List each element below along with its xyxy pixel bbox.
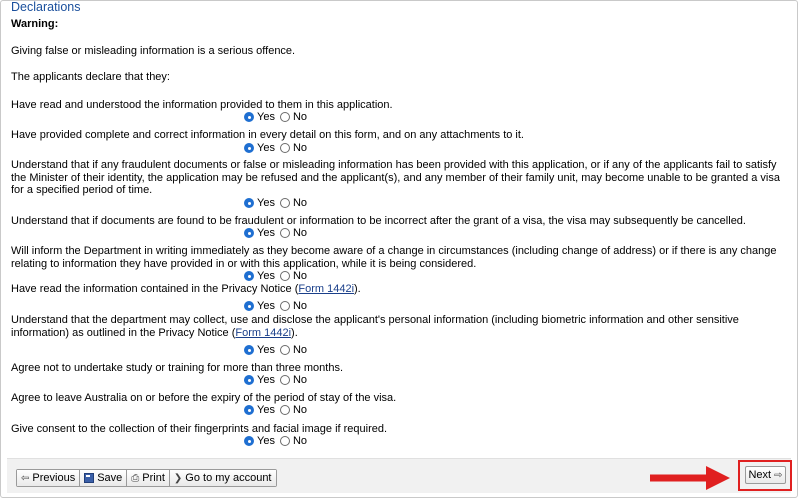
- previous-button[interactable]: ⇦ Previous: [17, 470, 80, 486]
- save-icon: [84, 473, 94, 483]
- radio-yes-6[interactable]: Yes: [244, 300, 275, 312]
- print-icon: ⎙: [131, 472, 140, 484]
- declaration-text-8: Agree not to undertake study or training for more than three months.: [11, 362, 344, 374]
- go-to-account-button[interactable]: ❯ Go to my account: [170, 470, 276, 486]
- radio-yes-1[interactable]: Yes: [244, 111, 275, 123]
- declaration-radios-7: [244, 344, 307, 356]
- radio-checked-icon[interactable]: [244, 228, 254, 238]
- declaration-text-2: Have provided complete and correct information in every detail on this form, and on any attachments to it.: [11, 129, 524, 141]
- declaration-radios-6: [244, 300, 307, 312]
- radio-unchecked-icon[interactable]: [280, 143, 290, 153]
- radio-yes-9[interactable]: Yes: [244, 404, 275, 416]
- declaration-text-10: Give consent to the collection of their fingerprints and facial image if required.: [11, 423, 388, 435]
- radio-no-8[interactable]: No: [280, 374, 307, 386]
- declaration-radios-5: [244, 270, 307, 282]
- save-button[interactable]: Save: [80, 470, 127, 486]
- declaration-radios-3: [244, 197, 307, 209]
- radio-yes-7[interactable]: Yes: [244, 344, 275, 356]
- radio-no-2[interactable]: No: [280, 142, 307, 154]
- radio-checked-icon[interactable]: [244, 301, 254, 311]
- radio-yes-3[interactable]: Yes: [244, 197, 275, 209]
- go-to-account-icon: ❯: [173, 472, 183, 484]
- radio-no-10[interactable]: No: [280, 435, 307, 447]
- declaration-radios-4: [244, 227, 307, 239]
- radio-no-1[interactable]: No: [280, 111, 307, 123]
- radio-yes-5[interactable]: Yes: [244, 270, 275, 282]
- next-button[interactable]: Next ⇨: [745, 466, 786, 484]
- privacy-notice-link[interactable]: Form 1442i: [298, 283, 355, 295]
- declaration-text-6: Have read the information contained in the Privacy Notice (Form 1442i).: [11, 283, 361, 295]
- print-button[interactable]: ⎙ Print: [127, 470, 170, 486]
- radio-checked-icon[interactable]: [244, 345, 254, 355]
- radio-no-6[interactable]: No: [280, 300, 307, 312]
- radio-unchecked-icon[interactable]: [280, 405, 290, 415]
- radio-checked-icon[interactable]: [244, 436, 254, 446]
- previous-icon: ⇦: [21, 472, 30, 484]
- declaration-text-4: Understand that if documents are found to be fraudulent or information to be incorrect after the grant of a visa, the visa may subsequently be cancelled.: [11, 215, 746, 227]
- radio-no-3[interactable]: No: [280, 197, 307, 209]
- declaration-radios-2: [244, 142, 307, 154]
- radio-unchecked-icon[interactable]: [280, 301, 290, 311]
- radio-checked-icon[interactable]: [244, 112, 254, 122]
- declaration-text-5: Will inform the Department in writing immediately as they become aware of a change in circumstances (including change of address) or if there is any change relating to information they have provided in or with this application, while it is being considered.: [11, 245, 777, 270]
- next-icon: ⇨: [774, 469, 783, 481]
- radio-no-4[interactable]: No: [280, 227, 307, 239]
- radio-checked-icon[interactable]: [244, 271, 254, 281]
- radio-checked-icon[interactable]: [244, 143, 254, 153]
- radio-checked-icon[interactable]: [244, 375, 254, 385]
- warning-label: Warning:: [11, 18, 59, 30]
- radio-unchecked-icon[interactable]: [280, 436, 290, 446]
- radio-yes-4[interactable]: Yes: [244, 227, 275, 239]
- radio-unchecked-icon[interactable]: [280, 228, 290, 238]
- radio-no-5[interactable]: No: [280, 270, 307, 282]
- radio-unchecked-icon[interactable]: [280, 375, 290, 385]
- intro-warning-text: Giving false or misleading information is a serious offence.: [11, 45, 296, 57]
- declaration-text-3: Understand that if any fraudulent documents or false or misleading information has been provided with this application, or if any of the applicants fail to satisfy the Minister of their identity, the application may be refused and the applicant(s), and any member of their family unit, may become unable to be granted a visa for a specified period of time.: [11, 159, 780, 196]
- declaration-text-1: Have read and understood the information provided to them in this application.: [11, 99, 393, 111]
- privacy-notice-link[interactable]: Form 1442i: [235, 326, 292, 339]
- section-title: Declarations: [11, 0, 81, 14]
- intro-declare-text: The applicants declare that they:: [11, 71, 170, 83]
- declaration-radios-1: [244, 111, 307, 123]
- declaration-radios-8: [244, 374, 307, 386]
- radio-unchecked-icon[interactable]: [280, 198, 290, 208]
- declaration-radios-10: [244, 435, 307, 447]
- radio-checked-icon[interactable]: [244, 198, 254, 208]
- declaration-text-7: Understand that the department may collect, use and disclose the applicant's personal information (including biometric information and other sensitive information) as outlined in the Privacy Notice (Form 1442i).: [11, 314, 739, 339]
- radio-unchecked-icon[interactable]: [280, 112, 290, 122]
- declaration-radios-9: [244, 404, 307, 416]
- red-arrow-icon: [650, 465, 732, 491]
- radio-yes-10[interactable]: Yes: [244, 435, 275, 447]
- radio-unchecked-icon[interactable]: [280, 271, 290, 281]
- radio-no-9[interactable]: No: [280, 404, 307, 416]
- radio-unchecked-icon[interactable]: [280, 345, 290, 355]
- radio-yes-8[interactable]: Yes: [244, 374, 275, 386]
- declaration-text-9: Agree to leave Australia on or before the expiry of the period of stay of the visa.: [11, 392, 397, 404]
- radio-checked-icon[interactable]: [244, 405, 254, 415]
- footer-button-group: [16, 469, 277, 487]
- radio-yes-2[interactable]: Yes: [244, 142, 275, 154]
- radio-no-7[interactable]: No: [280, 344, 307, 356]
